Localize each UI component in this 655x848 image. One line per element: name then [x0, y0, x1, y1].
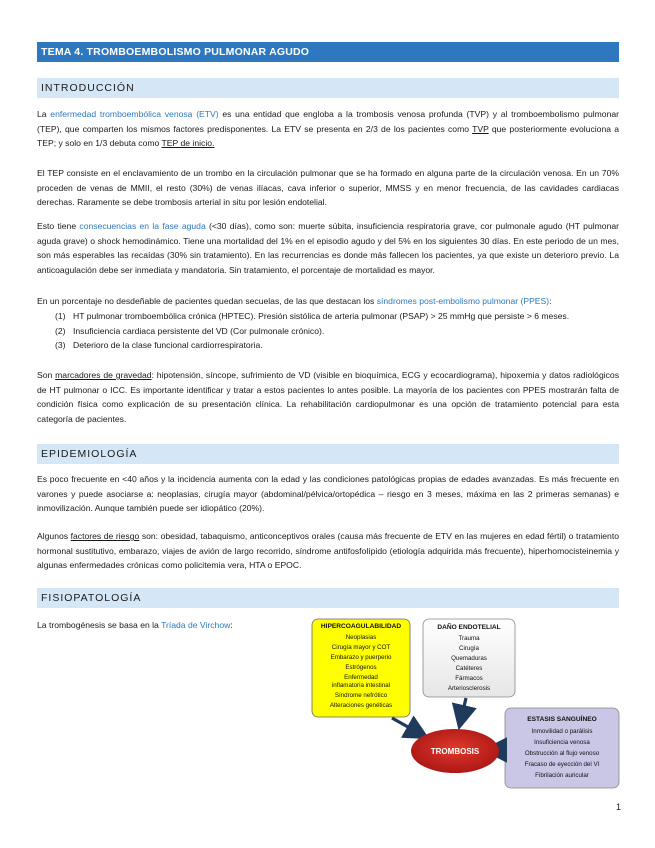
fase-aguda-link: consecuencias en la fase aguda — [79, 221, 206, 231]
ppes-link: síndromes post-embolismo pulmonar (PPES) — [376, 296, 550, 306]
section-heading-introduccion: INTRODUCCIÓN — [37, 78, 619, 98]
dano-endotelial-box — [423, 619, 515, 697]
hiper-title: HIPERCOAGULABILIDAD — [320, 623, 402, 630]
hiper-item: Embarazo y puerperio — [330, 654, 392, 661]
dano-item: Cirugía — [459, 645, 479, 652]
estasis-item: Fracaso de eyección del VI — [524, 761, 600, 768]
intro-paragraph-4: En un porcentaje no desdeñable de pacientes quedan secuelas, de las que destacan los síndromes post-embolismo pulmonar (PPES): — [37, 296, 552, 306]
dano-item: Arteriosclerosis — [447, 685, 491, 692]
list-item: (3) Deterioro de la clase funcional cardiorrespiratoria. — [55, 340, 263, 351]
dano-item: Fármacos — [455, 675, 483, 682]
estasis-item: Obstrucción al flujo venoso — [524, 750, 600, 757]
virchow-triad-diagram — [300, 614, 625, 794]
section-heading-fisiopatologia: FISIOPATOLOGÍA — [37, 588, 619, 608]
hiper-item: Síndrome nefrótico — [334, 692, 388, 699]
intro-paragraph-1: La enfermedad tromboembólica venosa (ETV) es una entidad que engloba a la trombosis venosa profunda (TVP) y al tromboembolismo pulmonar (TEP), que comparten los mismos factores predisponentes. La ETV se presenta en 2/3 de los pacientes como TVP que posteriormente evoluciona a TEP; y solo en 1/3 debuta como TEP de inicio. — [37, 109, 620, 149]
dano-item: Catéteres — [455, 665, 483, 672]
arrow-hiper — [392, 718, 424, 736]
estasis-item: Inmovilidad o parálisis — [531, 728, 593, 735]
hiper-item: Neoplasias — [345, 634, 377, 641]
estasis-title: ESTASIS SANGUÍNEO — [527, 716, 597, 723]
hiper-item: Estrógenos — [345, 664, 377, 671]
fisio-paragraph-1: La trombogénesis se basa en la Tríada de Virchow: — [37, 620, 233, 630]
intro-paragraph-3: Esto tiene consecuencias en la fase aguda (<30 días), como son: muerte súbita, insuficiencia respiratoria grave, cor pulmonale agudo (HT pulmonar aguda grave) o shock hemodinámico. Tiene una mortalidad del 1% en el episodio agudo y del 5% en los siguientes 30 días. En este periodo de un mes, son más esperables las recaídas (30% sin tratamiento). En las recurrencias es donde más fallecen los pacientes, ya que existe un deterioro previo. La anticoagulación debe ser inmediata y mandatoria. Sin tratamiento, el porcentaje de mortalidad es mayor. — [37, 221, 620, 275]
chapter-title: TEMA 4. TROMBOEMBOLISMO PULMONAR AGUDO — [37, 42, 619, 62]
intro-paragraph-2: El TEP consiste en el enclavamiento de un trombo en la circulación pulmonar que se ha formado en alguna parte de la circulación venosa. En un 70% proceden de venas de MMII, el resto (30%) de venas ilíacas, cava inferior o superior, MMSS y en menor frecuencia, de las cavidades cardiacas derechas. Raramente se debe trombosis arterial in situ por lesión endotelial. — [37, 168, 619, 208]
hiper-item: inflamatoria intestinal — [331, 682, 391, 689]
epi-paragraph-1: Es poco frecuente en <40 años y la incidencia aumenta con la edad y las condiciones patológicas propias de edades avanzadas. Es más frecuente en varones y puede asociarse a: neoplasias, cirugía mayor (abdominal/pélvica/ortopédica – riesgo en 3 meses, máxima en las 2 primeras semanas) e inmovilización. Aunque también puede ser idiopático (20%). — [37, 474, 619, 514]
dano-title: DAÑO ENDOTELIAL — [437, 624, 501, 631]
estasis-item: Insuficiencia venosa — [534, 739, 590, 746]
trombosis-label: TROMBOSIS — [430, 747, 480, 756]
list-item: (1) HT pulmonar tromboembólica crónica (HPTEC). Presión sistólica de arteria pulmonar (PSAP) > 25 mmHg que persiste > 6 meses. — [55, 311, 570, 321]
section-heading-epidemiologia: EPIDEMIOLOGÍA — [37, 444, 619, 464]
virchow-link: Tríada de Virchow — [161, 620, 231, 630]
arrow-dano — [460, 698, 466, 724]
hiper-item: Enfermedad — [344, 674, 378, 681]
dano-item: Trauma — [458, 635, 480, 642]
estasis-sanguineo-box — [505, 708, 619, 788]
hipercoagulabilidad-box — [312, 619, 410, 717]
estasis-item: Fibrilación auricular — [535, 772, 589, 779]
etv-link: enfermedad tromboembólica venosa (ETV) — [50, 109, 219, 119]
dano-item: Quemaduras — [451, 655, 487, 662]
intro-paragraph-5: Son marcadores de gravedad: hipotensión, síncope, sufrimiento de VD (visible en bioquímica, ECG y ecocardiograma), hipoxemia y datos radiológicos de HT pulmonar o ICC. Es importante identificar y tratar a estos pacientes lo antes posible. La mayoría de los pacientes con PPES mostrarán falta de condición física como explicación de su presentación clínica. La rehabilitación cardiopulmonar es una opción de tratamiento potencial para esta categoría de pacientes. — [37, 370, 620, 424]
page-number: 1 — [616, 802, 622, 812]
hiper-item: Cirugía mayor y COT — [331, 644, 391, 651]
list-item: (2) Insuficiencia cardiaca persistente del VD (Cor pulmonale crónico). — [55, 325, 325, 336]
ppes-list — [37, 309, 619, 353]
epi-paragraph-2: Algunos factores de riesgo son: obesidad, tabaquismo, anticonceptivos orales (causa más frecuente de ETV en las mujeres en edad fértil) o tratamiento hormonal sustitutivo, embarazo, viajes de avión de largo recorrido, síndrome antifosfolípido (etiología adquirida más frecuente), hiperhomocisteinemia y algunas enfermedades crónicas como policitemia vera, HTA o EPOC. — [37, 531, 619, 571]
hiper-item: Alteraciones genéticas — [329, 702, 393, 709]
